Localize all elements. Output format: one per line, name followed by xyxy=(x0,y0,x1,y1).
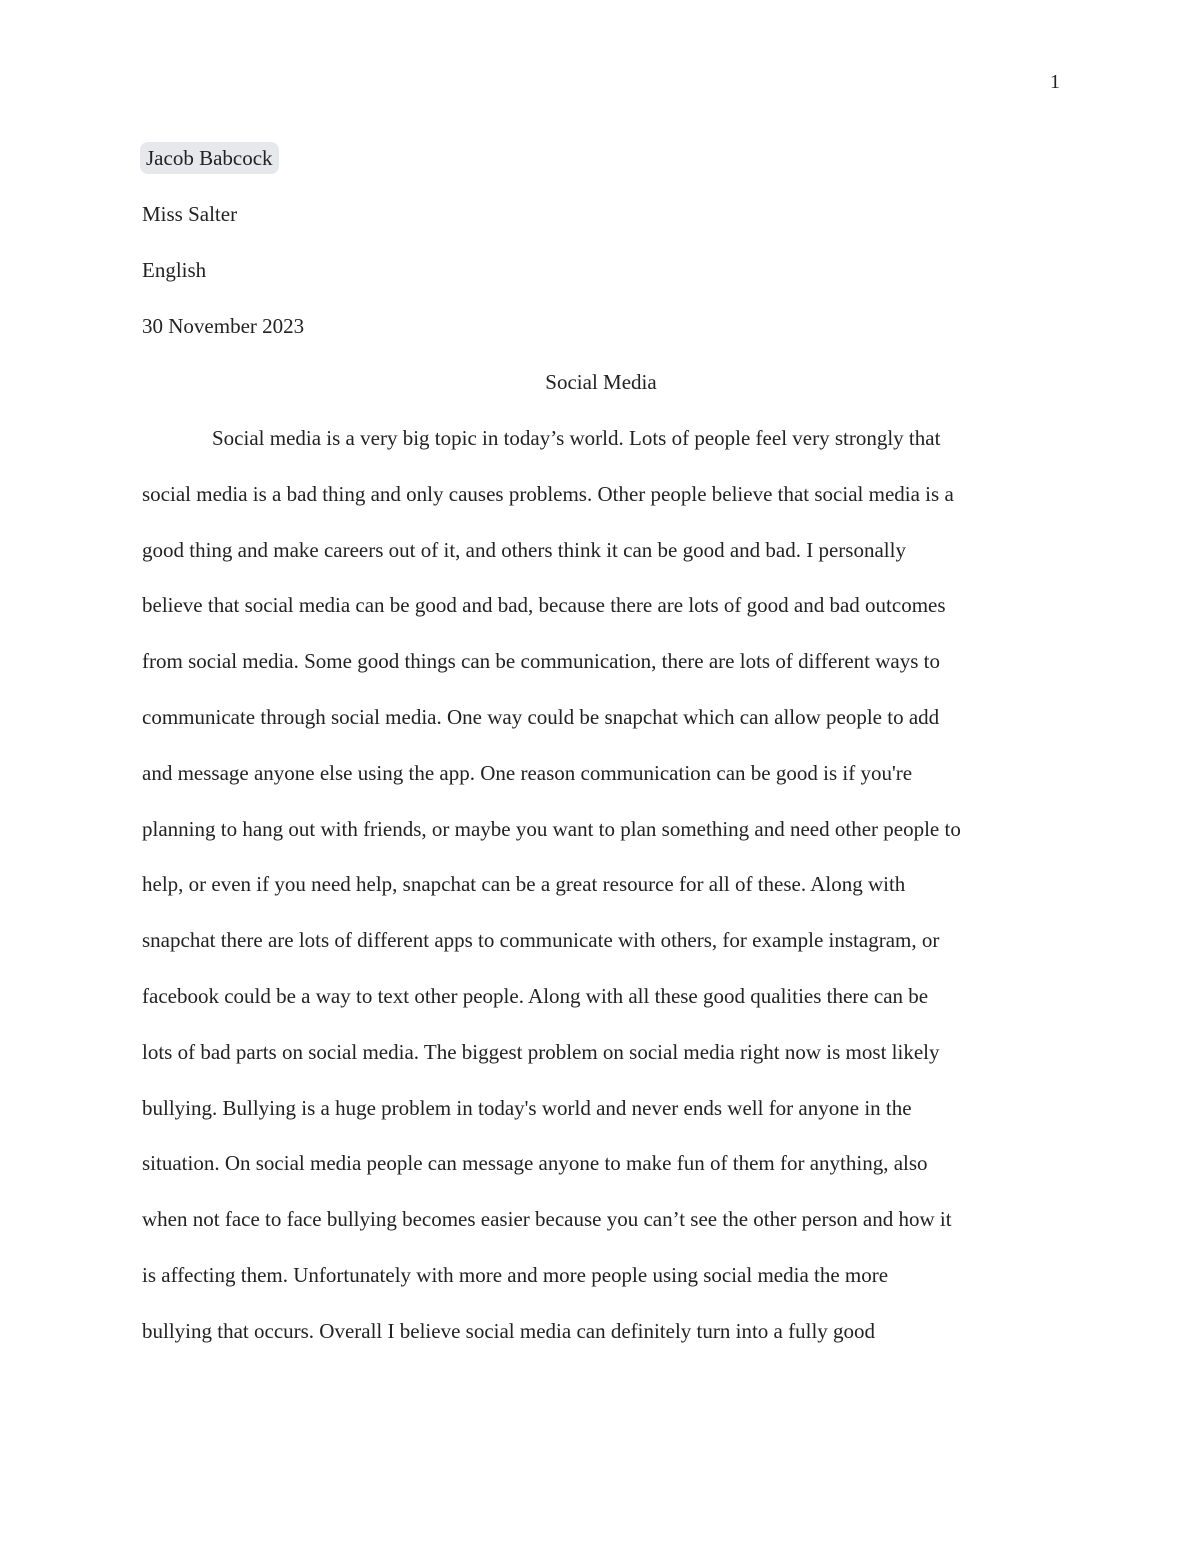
body-line: from social media. Some good things can be communication, there are lots of different ways to xyxy=(142,649,940,674)
body-line: lots of bad parts on social media. The biggest problem on social media right now is most likely xyxy=(142,1039,940,1064)
body-line: help, or even if you need help, snapchat can be a great resource for all of these. Along with xyxy=(142,872,906,897)
body-line: situation. On social media people can message anyone to make fun of them for anything, also xyxy=(142,1151,928,1176)
page-number: 1 xyxy=(1050,71,1060,93)
body-line: Social media is a very big topic in today’s world. Lots of people feel very strongly that xyxy=(212,426,941,450)
body-line: bullying. Bullying is a huge problem in today's world and never ends well for anyone in the xyxy=(142,1095,912,1120)
body-line: bullying that occurs. Overall I believe social media can definitely turn into a fully good xyxy=(142,1318,876,1343)
essay-body xyxy=(142,422,1072,1371)
body-line: snapchat there are lots of different apps to communicate with others, for example instagram, or xyxy=(142,928,940,953)
body-line: good thing and make careers out of it, and others think it can be good and bad. I personally xyxy=(142,537,906,562)
body-line: believe that social media can be good and bad, because there are lots of good and bad outcomes xyxy=(142,593,946,618)
essay-title: Social Media xyxy=(545,370,657,394)
mla-heading xyxy=(142,142,1060,366)
instructor-name: Miss Salter xyxy=(142,202,238,226)
body-line: planning to hang out with friends, or maybe you want to plan something and need other people to xyxy=(142,816,961,841)
body-line: is affecting them. Unfortunately with more and more people using social media the more xyxy=(142,1262,889,1287)
author-name[interactable]: Jacob Babcock xyxy=(140,142,279,174)
body-line: facebook could be a way to text other people. Along with all these good qualities there can be xyxy=(142,983,929,1008)
body-line: social media is a bad thing and only causes problems. Other people believe that social media is a xyxy=(142,481,954,506)
author-line xyxy=(142,142,1060,198)
body-line: and message anyone else using the app. One reason communication can be good is if you're xyxy=(142,760,913,785)
body-line: when not face to face bullying becomes easier because you can’t see the other person and how it xyxy=(142,1207,952,1232)
date: 30 November 2023 xyxy=(142,314,305,338)
course-name: English xyxy=(142,258,207,282)
body-line: communicate through social media. One way could be snapchat which can allow people to add xyxy=(142,704,940,729)
